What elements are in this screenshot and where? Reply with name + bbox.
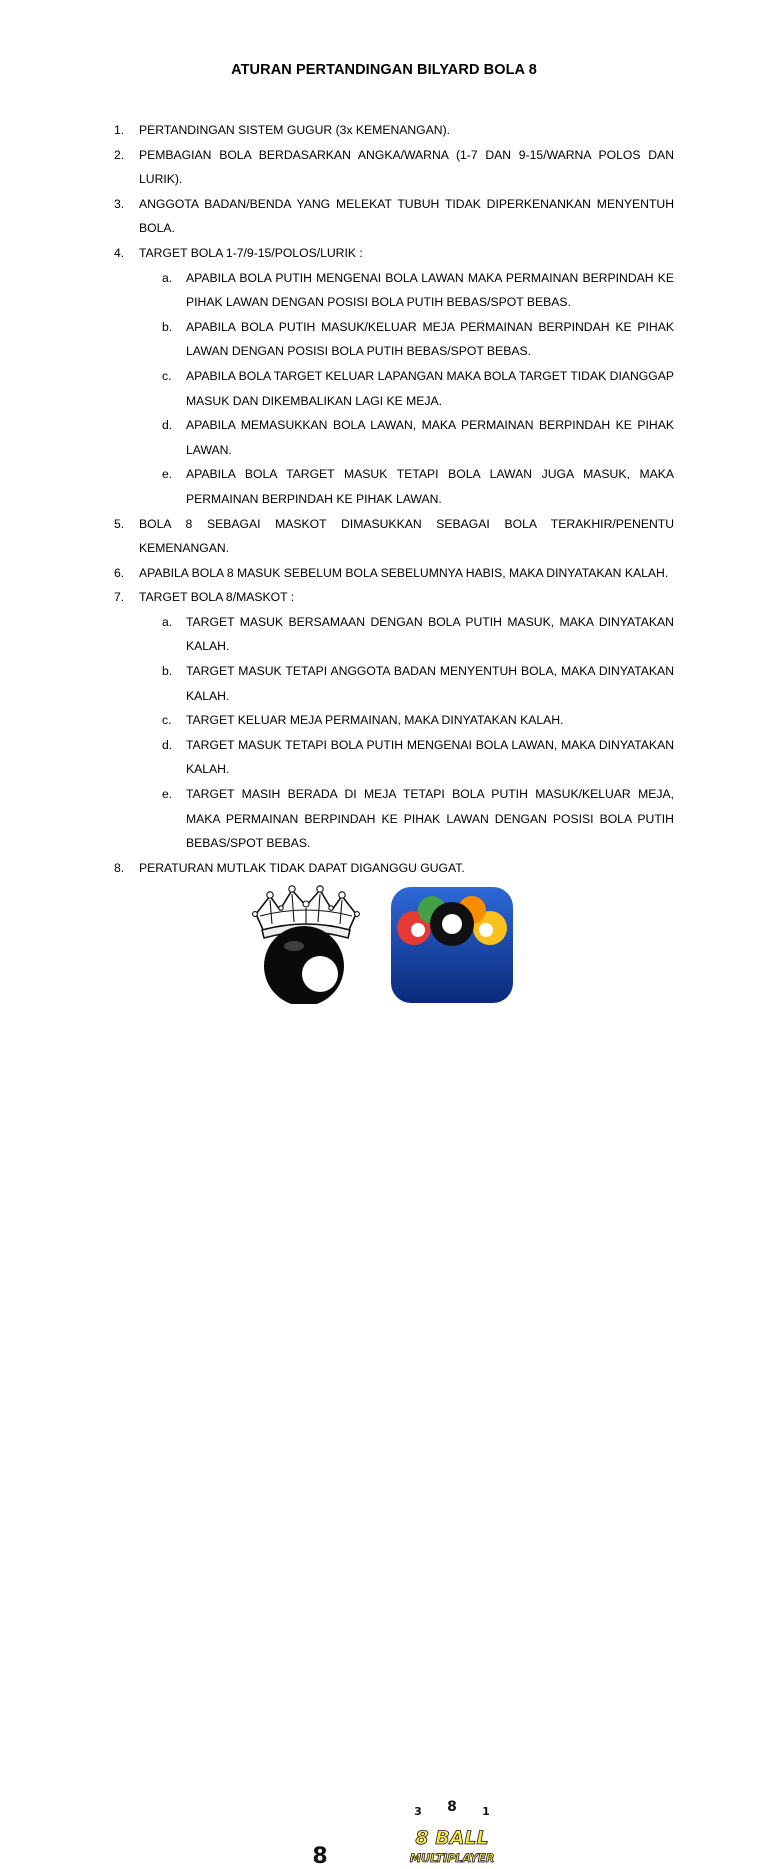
app-ball-1: 1 bbox=[482, 1805, 490, 1818]
rule-number: 8. bbox=[114, 860, 125, 875]
logos bbox=[0, 884, 768, 1869]
sub-rule-item bbox=[114, 659, 674, 708]
rule-number: 3. bbox=[114, 196, 125, 211]
rule-item bbox=[114, 192, 674, 241]
sub-rule-item bbox=[114, 413, 674, 462]
sub-rule-text: APABILA BOLA TARGET MASUK TETAPI BOLA LAWAN JUGA MASUK, MAKA PERMAINAN BERPINDAH KE PIHAK LAWAN. bbox=[186, 467, 674, 506]
sub-rule-text: APABILA MEMASUKKAN BOLA LAWAN, MAKA PERMAINAN BERPINDAH KE PIHAK LAWAN. bbox=[186, 418, 674, 457]
sub-rule-letter: d. bbox=[162, 418, 173, 433]
sub-rule-letter: b. bbox=[162, 664, 173, 679]
app-ball-3: 3 bbox=[414, 1805, 422, 1818]
eight-ball-multiplayer-app-icon bbox=[390, 886, 514, 1004]
sub-rule-text: TARGET KELUAR MEJA PERMAINAN, MAKA DINYATAKAN KALAH. bbox=[186, 713, 564, 728]
app-label-8-ball: 8 BALL bbox=[415, 1827, 489, 1849]
rule-text: TARGET BOLA 1-7/9-15/POLOS/LURIK : bbox=[139, 245, 363, 260]
sub-rule-item bbox=[114, 610, 674, 659]
sub-rule-text: APABILA BOLA PUTIH MASUK/KELUAR MEJA PERMAINAN BERPINDAH KE PIHAK LAWAN DENGAN POSISI BOLA PUTIH BEBAS/SPOT BEBAS. bbox=[186, 319, 674, 359]
rule-text: PERATURAN MUTLAK TIDAK DAPAT DIGANGGU GUGAT. bbox=[139, 860, 465, 875]
page-title: ATURAN PERTANDINGAN BILYARD BOLA 8 bbox=[231, 62, 537, 78]
rule-text: ANGGOTA BADAN/BENDA YANG MELEKAT TUBUH TIDAK DIPERKENANKAN MENYENTUH BOLA. bbox=[139, 196, 674, 236]
crown-eight-ball-logo bbox=[250, 884, 362, 1004]
rule-item bbox=[114, 856, 674, 881]
sub-rule-letter: a. bbox=[162, 614, 173, 629]
crown-ball-number: 8 bbox=[312, 1844, 328, 1869]
rule-text: PERTANDINGAN SISTEM GUGUR (3x KEMENANGAN). bbox=[139, 123, 451, 137]
sub-rule-text: TARGET MASIH BERADA DI MEJA TETAPI BOLA PUTIH MASUK/KELUAR MEJA, MAKA PERMAINAN BERPINDAH KE PIHAK LAWAN DENGAN POSISI BOLA PUTIH BEBAS/SPOT BEBAS. bbox=[186, 787, 674, 851]
sub-rule-letter: c. bbox=[162, 713, 172, 728]
rule-item bbox=[114, 143, 674, 192]
rules-list bbox=[114, 118, 674, 880]
sub-rule-letter: e. bbox=[162, 787, 173, 802]
sub-rule-letter: d. bbox=[162, 737, 173, 752]
rule-text: APABILA BOLA 8 MASUK SEBELUM BOLA SEBELUMNYA HABIS, MAKA DINYATAKAN KALAH. bbox=[139, 565, 669, 580]
rule-text: PEMBAGIAN BOLA BERDASARKAN ANGKA/WARNA (1-7 DAN 9-15/WARNA POLOS DAN LURIK). bbox=[139, 147, 674, 187]
sub-rule-item bbox=[114, 266, 674, 315]
rule-item bbox=[114, 585, 674, 610]
sub-rule-text: APABILA BOLA TARGET KELUAR LAPANGAN MAKA BOLA TARGET TIDAK DIANGGAP MASUK DAN DIKEMBALIKAN LAGI KE MEJA. bbox=[186, 368, 674, 408]
sub-rule-letter: c. bbox=[162, 368, 172, 383]
sub-rule-letter: b. bbox=[162, 319, 173, 334]
app-icon-label bbox=[390, 1828, 514, 1868]
sub-rule-item bbox=[114, 782, 674, 856]
sub-rule-item bbox=[114, 315, 674, 364]
rule-item bbox=[114, 241, 674, 266]
sub-rule-text: TARGET MASUK TETAPI BOLA PUTIH MENGENAI BOLA LAWAN, MAKA DINYATAKAN KALAH. bbox=[186, 737, 674, 777]
rule-item bbox=[114, 512, 674, 561]
sub-rule-letter: a. bbox=[162, 270, 173, 285]
rule-number: 5. bbox=[114, 516, 125, 531]
rule-number: 1. bbox=[114, 123, 125, 137]
sub-rule-item bbox=[114, 733, 674, 782]
app-label-multiplayer: MULTIPLAYER bbox=[409, 1851, 495, 1865]
sub-rule-item bbox=[114, 364, 674, 413]
rule-item bbox=[114, 118, 674, 143]
rule-text: BOLA 8 SEBAGAI MASKOT DIMASUKKAN SEBAGAI BOLA TERAKHIR/PENENTU KEMENANGAN. bbox=[139, 516, 674, 556]
sub-rule-letter: e. bbox=[162, 467, 173, 482]
sub-rule-item bbox=[114, 708, 674, 733]
rule-text: TARGET BOLA 8/MASKOT : bbox=[139, 590, 295, 605]
rule-number: 7. bbox=[114, 590, 125, 605]
rule-number: 6. bbox=[114, 565, 125, 580]
rule-number: 2. bbox=[114, 147, 125, 162]
rule-number: 4. bbox=[114, 245, 125, 260]
app-ball-8: 8 bbox=[447, 1799, 457, 1815]
sub-rule-text: TARGET MASUK TETAPI ANGGOTA BADAN MENYENTUH BOLA, MAKA DINYATAKAN KALAH. bbox=[186, 664, 674, 703]
sub-rule-text: APABILA BOLA PUTIH MENGENAI BOLA LAWAN MAKA PERMAINAN BERPINDAH KE PIHAK LAWAN DENGAN POSISI BOLA PUTIH BEBAS/SPOT BEBAS. bbox=[186, 270, 674, 310]
sub-rule-item bbox=[114, 462, 674, 511]
rule-item bbox=[114, 561, 674, 586]
sub-rule-text: TARGET MASUK BERSAMAAN DENGAN BOLA PUTIH MASUK, MAKA DINYATAKAN KALAH. bbox=[186, 614, 674, 654]
